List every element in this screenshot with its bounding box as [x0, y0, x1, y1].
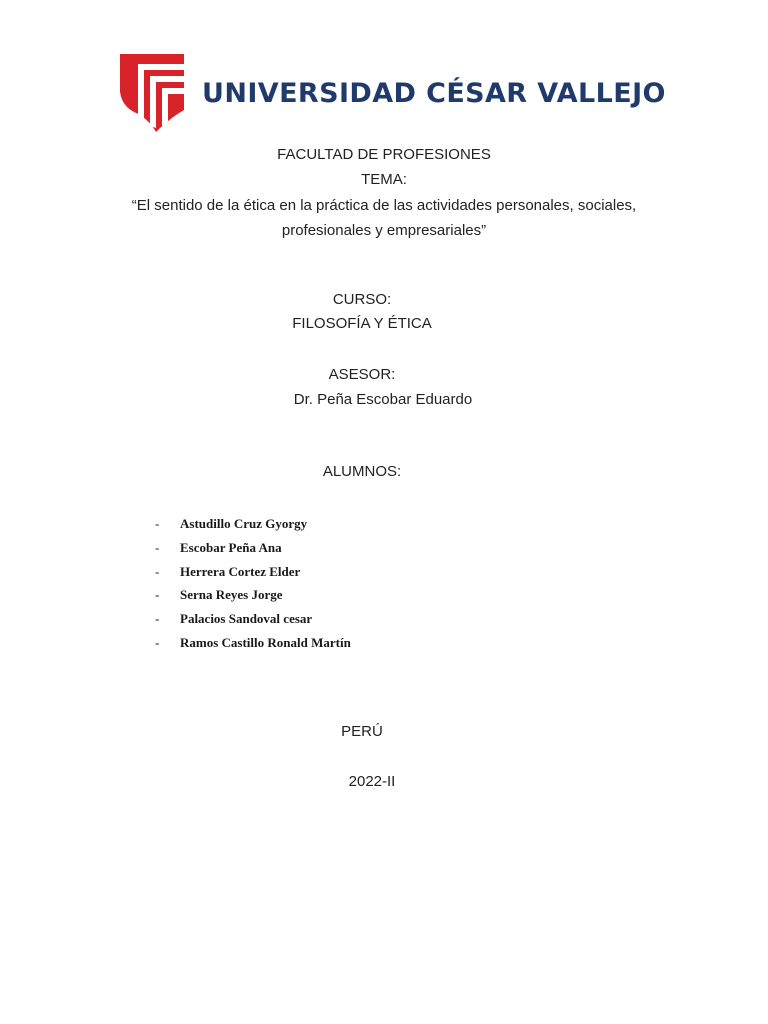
academic-period: 2022-II [348, 773, 396, 790]
list-marker: - [155, 539, 160, 555]
list-marker: - [155, 563, 160, 579]
student-list [155, 515, 351, 658]
student-name: Ramos Castillo Ronald Martín [180, 634, 351, 650]
university-name: UNIVERSIDAD CÉSAR VALLEJO [202, 78, 666, 109]
list-item [155, 515, 351, 539]
topic-title-line-2: profesionales y empresariales” [281, 222, 487, 239]
topic-label: TEMA: [361, 171, 407, 188]
course-label: CURSO: [332, 291, 392, 308]
topic-title-line-1: “El sentido de la ética en la práctica de las actividades personales, sociales, [131, 197, 637, 214]
faculty-name: FACULTAD DE PROFESIONES [277, 146, 491, 163]
list-marker: - [155, 587, 160, 603]
list-marker: - [155, 634, 160, 650]
student-name: Escobar Peña Ana [180, 539, 282, 555]
shield-logo-icon [118, 52, 186, 132]
list-marker: - [155, 516, 160, 531]
students-label: ALUMNOS: [322, 463, 402, 480]
student-name: Palacios Sandoval cesar [180, 611, 313, 627]
university-logo [118, 52, 666, 132]
list-item [155, 563, 351, 587]
list-item [155, 586, 351, 610]
list-marker: - [155, 611, 160, 627]
student-name: Astudillo Cruz Gyorgy [180, 516, 308, 531]
list-item [155, 610, 351, 634]
advisor-label: ASESOR: [328, 366, 396, 383]
list-item [155, 634, 351, 658]
country: PERÚ [341, 723, 383, 740]
course-name: FILOSOFÍA Y ÉTICA [292, 315, 432, 332]
student-name: Serna Reyes Jorge [180, 587, 283, 603]
list-item [155, 539, 351, 563]
advisor-name: Dr. Peña Escobar Eduardo [293, 391, 473, 408]
student-name: Herrera Cortez Elder [180, 563, 301, 579]
